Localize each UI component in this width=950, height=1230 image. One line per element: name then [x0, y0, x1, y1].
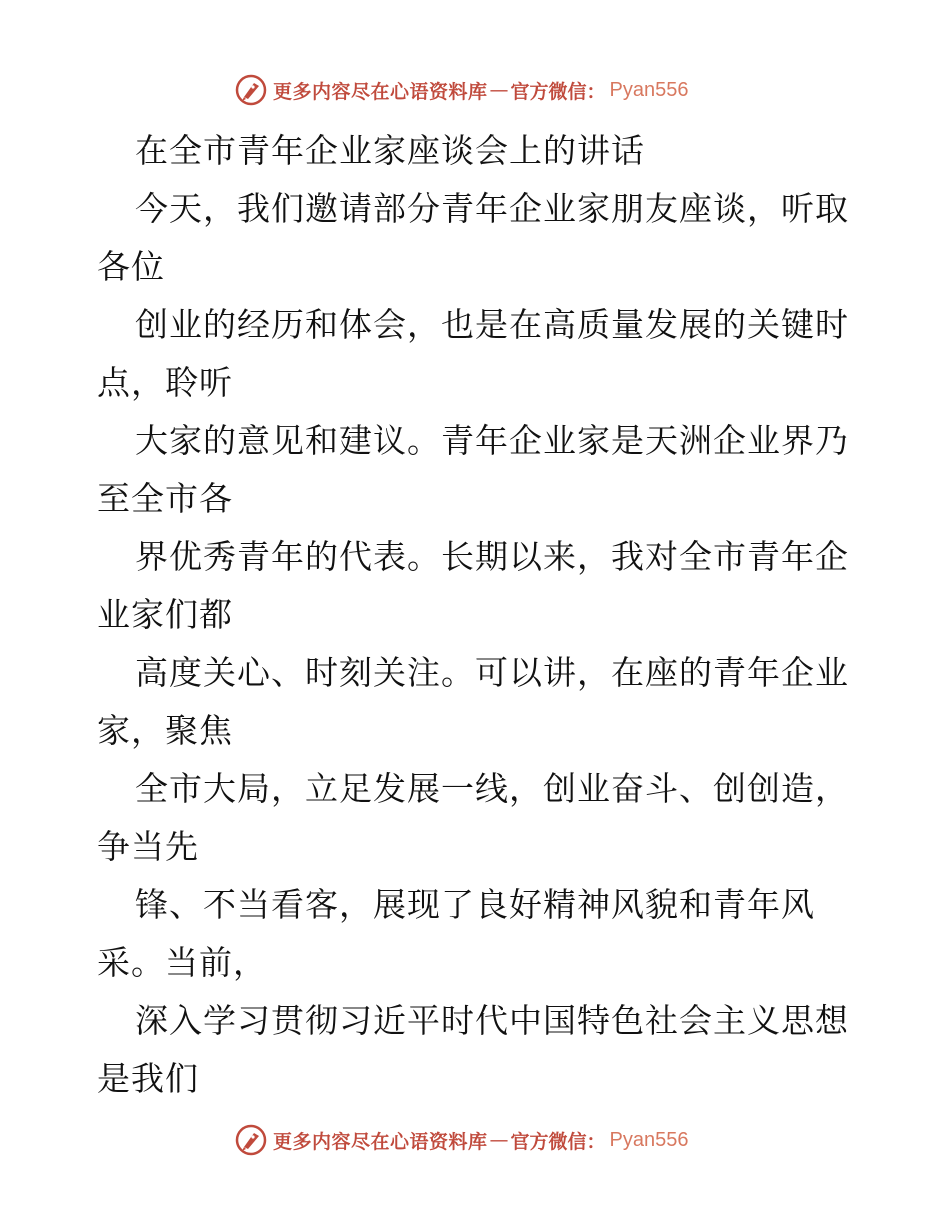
pen-nib-logo-icon [235, 74, 267, 106]
banner-wechat-id: Pyan556 [609, 1128, 689, 1151]
banner-wechat-id: Pyan556 [609, 78, 689, 101]
banner-text: 更多内容尽在心语资料库 [273, 1130, 488, 1153]
footer-banner [235, 1122, 689, 1158]
text-line: 各位 [97, 247, 165, 286]
banner-separator: — [489, 79, 509, 101]
text-line: 今天，我们邀请部分青年企业家朋友座谈，听取 [135, 189, 849, 228]
text-line: 全市大局，立足发展一线，创业奋斗、创创造， [135, 769, 849, 808]
text-line: 采。当前， [97, 943, 267, 982]
text-line: 争当先 [97, 827, 199, 866]
header-banner [235, 72, 689, 108]
banner-wechat-label: 官方微信： [510, 80, 606, 103]
text-line: 点，聆听 [97, 363, 233, 402]
banner-separator: — [489, 1129, 509, 1151]
text-line: 高度关心、时刻关注。可以讲，在座的青年企业 [135, 653, 849, 692]
text-line: 锋、不当看客，展现了良好精神风貌和青年风 [135, 885, 815, 924]
text-line: 深入学习贯彻习近平时代中国特色社会主义思想 [135, 1001, 849, 1040]
text-line: 界优秀青年的代表。长期以来，我对全市青年企 [135, 537, 849, 576]
text-line: 是我们 [97, 1059, 199, 1098]
text-line: 创业的经历和体会，也是在高质量发展的关键时 [135, 305, 849, 344]
banner-wechat-label: 官方微信： [510, 1130, 606, 1153]
text-line: 家，聚焦 [97, 711, 233, 750]
banner-text: 更多内容尽在心语资料库 [273, 80, 488, 103]
text-line: 大家的意见和建议。青年企业家是天洲企业界乃 [135, 421, 849, 460]
document-title: 在全市青年企业家座谈会上的讲话 [135, 131, 645, 170]
text-line: 至全市各 [97, 479, 233, 518]
document-body [97, 122, 857, 1108]
pen-nib-logo-icon [235, 1124, 267, 1156]
text-line: 业家们都 [97, 595, 233, 634]
